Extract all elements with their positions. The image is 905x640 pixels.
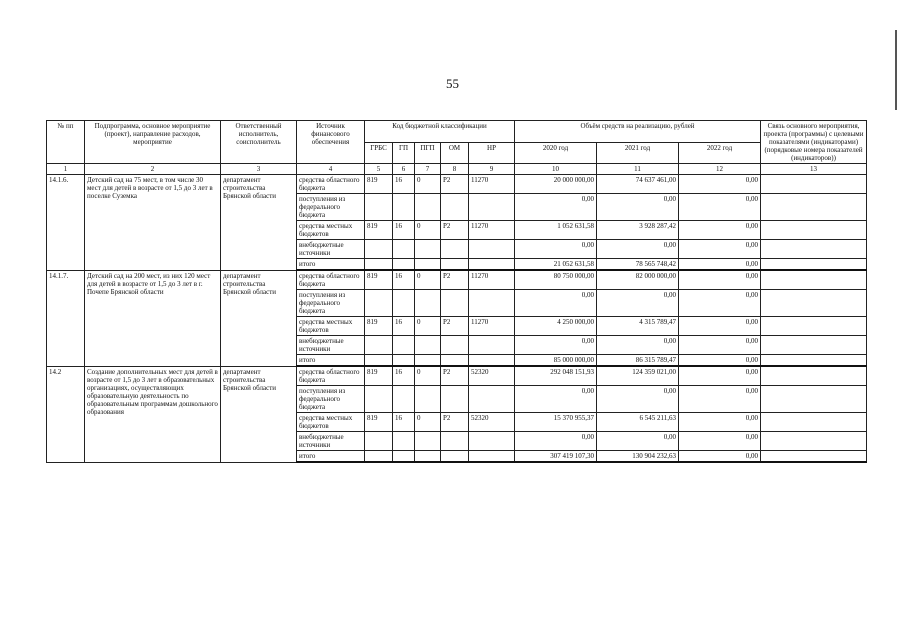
code-nr: 11270 xyxy=(469,317,515,336)
code-gp: 16 xyxy=(393,317,415,336)
code-gp: 16 xyxy=(393,221,415,240)
column-number: 11 xyxy=(597,164,679,175)
funding-source: средства областного бюджета xyxy=(297,270,365,290)
code-nr xyxy=(469,240,515,259)
code-om: Р2 xyxy=(441,317,469,336)
amount-2022: 0,00 xyxy=(679,240,761,259)
code-nr: 52320 xyxy=(469,413,515,432)
amount-2020: 4 250 000,00 xyxy=(515,317,597,336)
column-number: 3 xyxy=(221,164,297,175)
code-grbs: 819 xyxy=(365,270,393,290)
amount-2022: 0,00 xyxy=(679,175,761,194)
funding-source: поступления из федерального бюджета xyxy=(297,290,365,317)
amount-2021: 0,00 xyxy=(597,336,679,355)
code-gp xyxy=(393,336,415,355)
code-nr: 11270 xyxy=(469,175,515,194)
funding-source: средства местных бюджетов xyxy=(297,413,365,432)
amount-2021: 4 315 789,47 xyxy=(597,317,679,336)
table-header xyxy=(47,121,867,175)
code-pgp: 0 xyxy=(415,317,441,336)
funding-source: внебюджетные источники xyxy=(297,336,365,355)
code-pgp: 0 xyxy=(415,413,441,432)
total-2022: 0,00 xyxy=(679,259,761,271)
indicator-link xyxy=(761,240,867,259)
total-label: итого xyxy=(297,355,365,367)
item-executor: департамент строительства Брянской области xyxy=(221,366,297,462)
column-number: 8 xyxy=(441,164,469,175)
total-code-empty xyxy=(469,355,515,367)
code-pgp: 0 xyxy=(415,221,441,240)
code-pgp xyxy=(415,386,441,413)
column-number: 7 xyxy=(415,164,441,175)
indicator-link xyxy=(761,432,867,451)
amount-2021: 74 637 461,00 xyxy=(597,175,679,194)
column-number: 5 xyxy=(365,164,393,175)
total-2021: 86 315 789,47 xyxy=(597,355,679,367)
code-nr: 11270 xyxy=(469,270,515,290)
amount-2022: 0,00 xyxy=(679,221,761,240)
code-grbs xyxy=(365,432,393,451)
amount-2020: 0,00 xyxy=(515,336,597,355)
code-grbs: 819 xyxy=(365,317,393,336)
total-code-empty xyxy=(393,259,415,271)
column-number-row xyxy=(47,164,867,175)
code-nr xyxy=(469,432,515,451)
column-number: 2 xyxy=(85,164,221,175)
indicator-link xyxy=(761,290,867,317)
indicator-link xyxy=(761,221,867,240)
code-pgp xyxy=(415,432,441,451)
header-code-gp: ГП xyxy=(393,142,415,164)
header-code-om: ОМ xyxy=(441,142,469,164)
total-2021: 130 904 232,63 xyxy=(597,451,679,463)
item-number: 14.1.7. xyxy=(47,270,85,366)
amount-2022: 0,00 xyxy=(679,270,761,290)
code-grbs xyxy=(365,386,393,413)
total-code-empty xyxy=(365,259,393,271)
table-row xyxy=(47,366,867,386)
amount-2020: 0,00 xyxy=(515,432,597,451)
total-label: итого xyxy=(297,259,365,271)
funding-source: средства областного бюджета xyxy=(297,366,365,386)
column-number: 12 xyxy=(679,164,761,175)
total-code-empty xyxy=(365,451,393,463)
amount-2022: 0,00 xyxy=(679,290,761,317)
total-code-empty xyxy=(415,451,441,463)
total-code-empty xyxy=(469,259,515,271)
total-code-empty xyxy=(441,451,469,463)
amount-2020: 292 048 151,93 xyxy=(515,366,597,386)
funding-source: внебюджетные источники xyxy=(297,240,365,259)
indicator-link xyxy=(761,451,867,463)
item-executor: департамент строительства Брянской области xyxy=(221,270,297,366)
amount-2022: 0,00 xyxy=(679,432,761,451)
total-2022: 0,00 xyxy=(679,355,761,367)
code-gp xyxy=(393,386,415,413)
funding-source: средства местных бюджетов xyxy=(297,221,365,240)
code-om xyxy=(441,432,469,451)
code-pgp xyxy=(415,194,441,221)
total-code-empty xyxy=(393,355,415,367)
header-code-nr: НР xyxy=(469,142,515,164)
total-code-empty xyxy=(441,259,469,271)
header-num: № пп xyxy=(47,121,85,164)
table-row xyxy=(47,175,867,194)
amount-2020: 0,00 xyxy=(515,386,597,413)
header-volume: Объём средств на реализацию, рублей xyxy=(515,121,761,143)
code-grbs xyxy=(365,290,393,317)
amount-2021: 3 928 287,42 xyxy=(597,221,679,240)
funding-source: средства областного бюджета xyxy=(297,175,365,194)
total-code-empty xyxy=(393,451,415,463)
amount-2020: 0,00 xyxy=(515,240,597,259)
code-pgp xyxy=(415,290,441,317)
header-program: Подпрограмма, основное мероприятие (проект), направление расходов, мероприятие xyxy=(85,121,221,164)
code-nr xyxy=(469,336,515,355)
total-code-empty xyxy=(469,451,515,463)
budget-table xyxy=(46,120,867,463)
total-code-empty xyxy=(415,355,441,367)
amount-2021: 0,00 xyxy=(597,432,679,451)
code-om: Р2 xyxy=(441,270,469,290)
code-gp xyxy=(393,194,415,221)
total-code-empty xyxy=(415,259,441,271)
header-codes: Код бюджетной классификации xyxy=(365,121,515,143)
column-number: 6 xyxy=(393,164,415,175)
code-om: Р2 xyxy=(441,175,469,194)
code-pgp xyxy=(415,336,441,355)
amount-2021: 0,00 xyxy=(597,290,679,317)
code-gp xyxy=(393,432,415,451)
column-number: 4 xyxy=(297,164,365,175)
code-nr xyxy=(469,386,515,413)
page-number: 55 xyxy=(446,76,459,91)
amount-2022: 0,00 xyxy=(679,317,761,336)
column-number: 13 xyxy=(761,164,867,175)
code-om: Р2 xyxy=(441,366,469,386)
code-om xyxy=(441,386,469,413)
indicator-link xyxy=(761,175,867,194)
header-year-2020: 2020 год xyxy=(515,142,597,164)
code-gp xyxy=(393,290,415,317)
total-2020: 307 419 107,30 xyxy=(515,451,597,463)
funding-source: поступления из федерального бюджета xyxy=(297,194,365,221)
amount-2022: 0,00 xyxy=(679,413,761,432)
code-om xyxy=(441,194,469,221)
total-2021: 78 565 748,42 xyxy=(597,259,679,271)
amount-2022: 0,00 xyxy=(679,336,761,355)
code-grbs xyxy=(365,240,393,259)
code-pgp: 0 xyxy=(415,175,441,194)
code-pgp: 0 xyxy=(415,366,441,386)
total-2022: 0,00 xyxy=(679,451,761,463)
item-name: Детский сад на 200 мест, из них 120 мест для детей в возрасте от 1,5 до 3 лет в г. Почепе Брянской области xyxy=(85,270,221,366)
total-code-empty xyxy=(441,355,469,367)
code-om xyxy=(441,290,469,317)
amount-2022: 0,00 xyxy=(679,194,761,221)
code-grbs: 819 xyxy=(365,221,393,240)
item-number: 14.1.6. xyxy=(47,175,85,271)
amount-2021: 6 545 211,63 xyxy=(597,413,679,432)
amount-2020: 20 000 000,00 xyxy=(515,175,597,194)
amount-2022: 0,00 xyxy=(679,366,761,386)
amount-2021: 0,00 xyxy=(597,386,679,413)
code-nr xyxy=(469,194,515,221)
header-year-2021: 2021 год xyxy=(597,142,679,164)
code-pgp: 0 xyxy=(415,270,441,290)
item-number: 14.2 xyxy=(47,366,85,462)
header-year-2022: 2022 год xyxy=(679,142,761,164)
header-code-pgp: ПГП xyxy=(415,142,441,164)
indicator-link xyxy=(761,270,867,290)
code-grbs: 819 xyxy=(365,175,393,194)
funding-source: поступления из федерального бюджета xyxy=(297,386,365,413)
code-grbs xyxy=(365,336,393,355)
table-row xyxy=(47,270,867,290)
amount-2020: 0,00 xyxy=(515,194,597,221)
code-nr xyxy=(469,290,515,317)
scan-edge-mark xyxy=(895,30,897,110)
code-gp: 16 xyxy=(393,270,415,290)
indicator-link xyxy=(761,413,867,432)
amount-2020: 80 750 000,00 xyxy=(515,270,597,290)
amount-2020: 1 052 631,58 xyxy=(515,221,597,240)
code-grbs xyxy=(365,194,393,221)
amount-2021: 0,00 xyxy=(597,240,679,259)
column-number: 1 xyxy=(47,164,85,175)
code-om: Р2 xyxy=(441,413,469,432)
amount-2021: 82 000 000,00 xyxy=(597,270,679,290)
total-label: итого xyxy=(297,451,365,463)
item-name: Детский сад на 75 мест, в том числе 30 мест для детей в возрасте от 1,5 до 3 лет в поселке Суземка xyxy=(85,175,221,271)
indicator-link xyxy=(761,194,867,221)
column-number: 9 xyxy=(469,164,515,175)
table-body xyxy=(47,175,867,463)
indicator-link xyxy=(761,366,867,386)
funding-source: внебюджетные источники xyxy=(297,432,365,451)
code-nr: 11270 xyxy=(469,221,515,240)
code-pgp xyxy=(415,240,441,259)
indicator-link xyxy=(761,355,867,367)
code-gp xyxy=(393,240,415,259)
code-om xyxy=(441,240,469,259)
header-executor: Ответственный исполнитель, соисполнитель xyxy=(221,121,297,164)
code-gp: 16 xyxy=(393,413,415,432)
total-code-empty xyxy=(365,355,393,367)
code-grbs: 819 xyxy=(365,366,393,386)
indicator-link xyxy=(761,259,867,271)
header-source: Источник финансового обеспечения xyxy=(297,121,365,164)
indicator-link xyxy=(761,386,867,413)
total-2020: 21 052 631,58 xyxy=(515,259,597,271)
code-gp: 16 xyxy=(393,366,415,386)
header-code-grbs: ГРБС xyxy=(365,142,393,164)
funding-source: средства местных бюджетов xyxy=(297,317,365,336)
code-nr: 52320 xyxy=(469,366,515,386)
amount-2020: 0,00 xyxy=(515,290,597,317)
indicator-link xyxy=(761,317,867,336)
code-grbs: 819 xyxy=(365,413,393,432)
total-2020: 85 000 000,00 xyxy=(515,355,597,367)
item-name: Создание дополнительных мест для детей в возрасте от 1,5 до 3 лет в образовательных организациях, осуществляющих образовательную деятельность по образовательным программам дошкольного образования xyxy=(85,366,221,462)
indicator-link xyxy=(761,336,867,355)
amount-2021: 124 359 021,00 xyxy=(597,366,679,386)
amount-2021: 0,00 xyxy=(597,194,679,221)
code-om xyxy=(441,336,469,355)
code-gp: 16 xyxy=(393,175,415,194)
amount-2022: 0,00 xyxy=(679,386,761,413)
code-om: Р2 xyxy=(441,221,469,240)
header-link: Связь основного мероприятия, проекта (программы) с целевыми показателями (индикаторами) (порядковые номера показателей (индикаторов)) xyxy=(761,121,867,164)
amount-2020: 15 370 955,37 xyxy=(515,413,597,432)
item-executor: департамент строительства Брянской области xyxy=(221,175,297,271)
column-number: 10 xyxy=(515,164,597,175)
